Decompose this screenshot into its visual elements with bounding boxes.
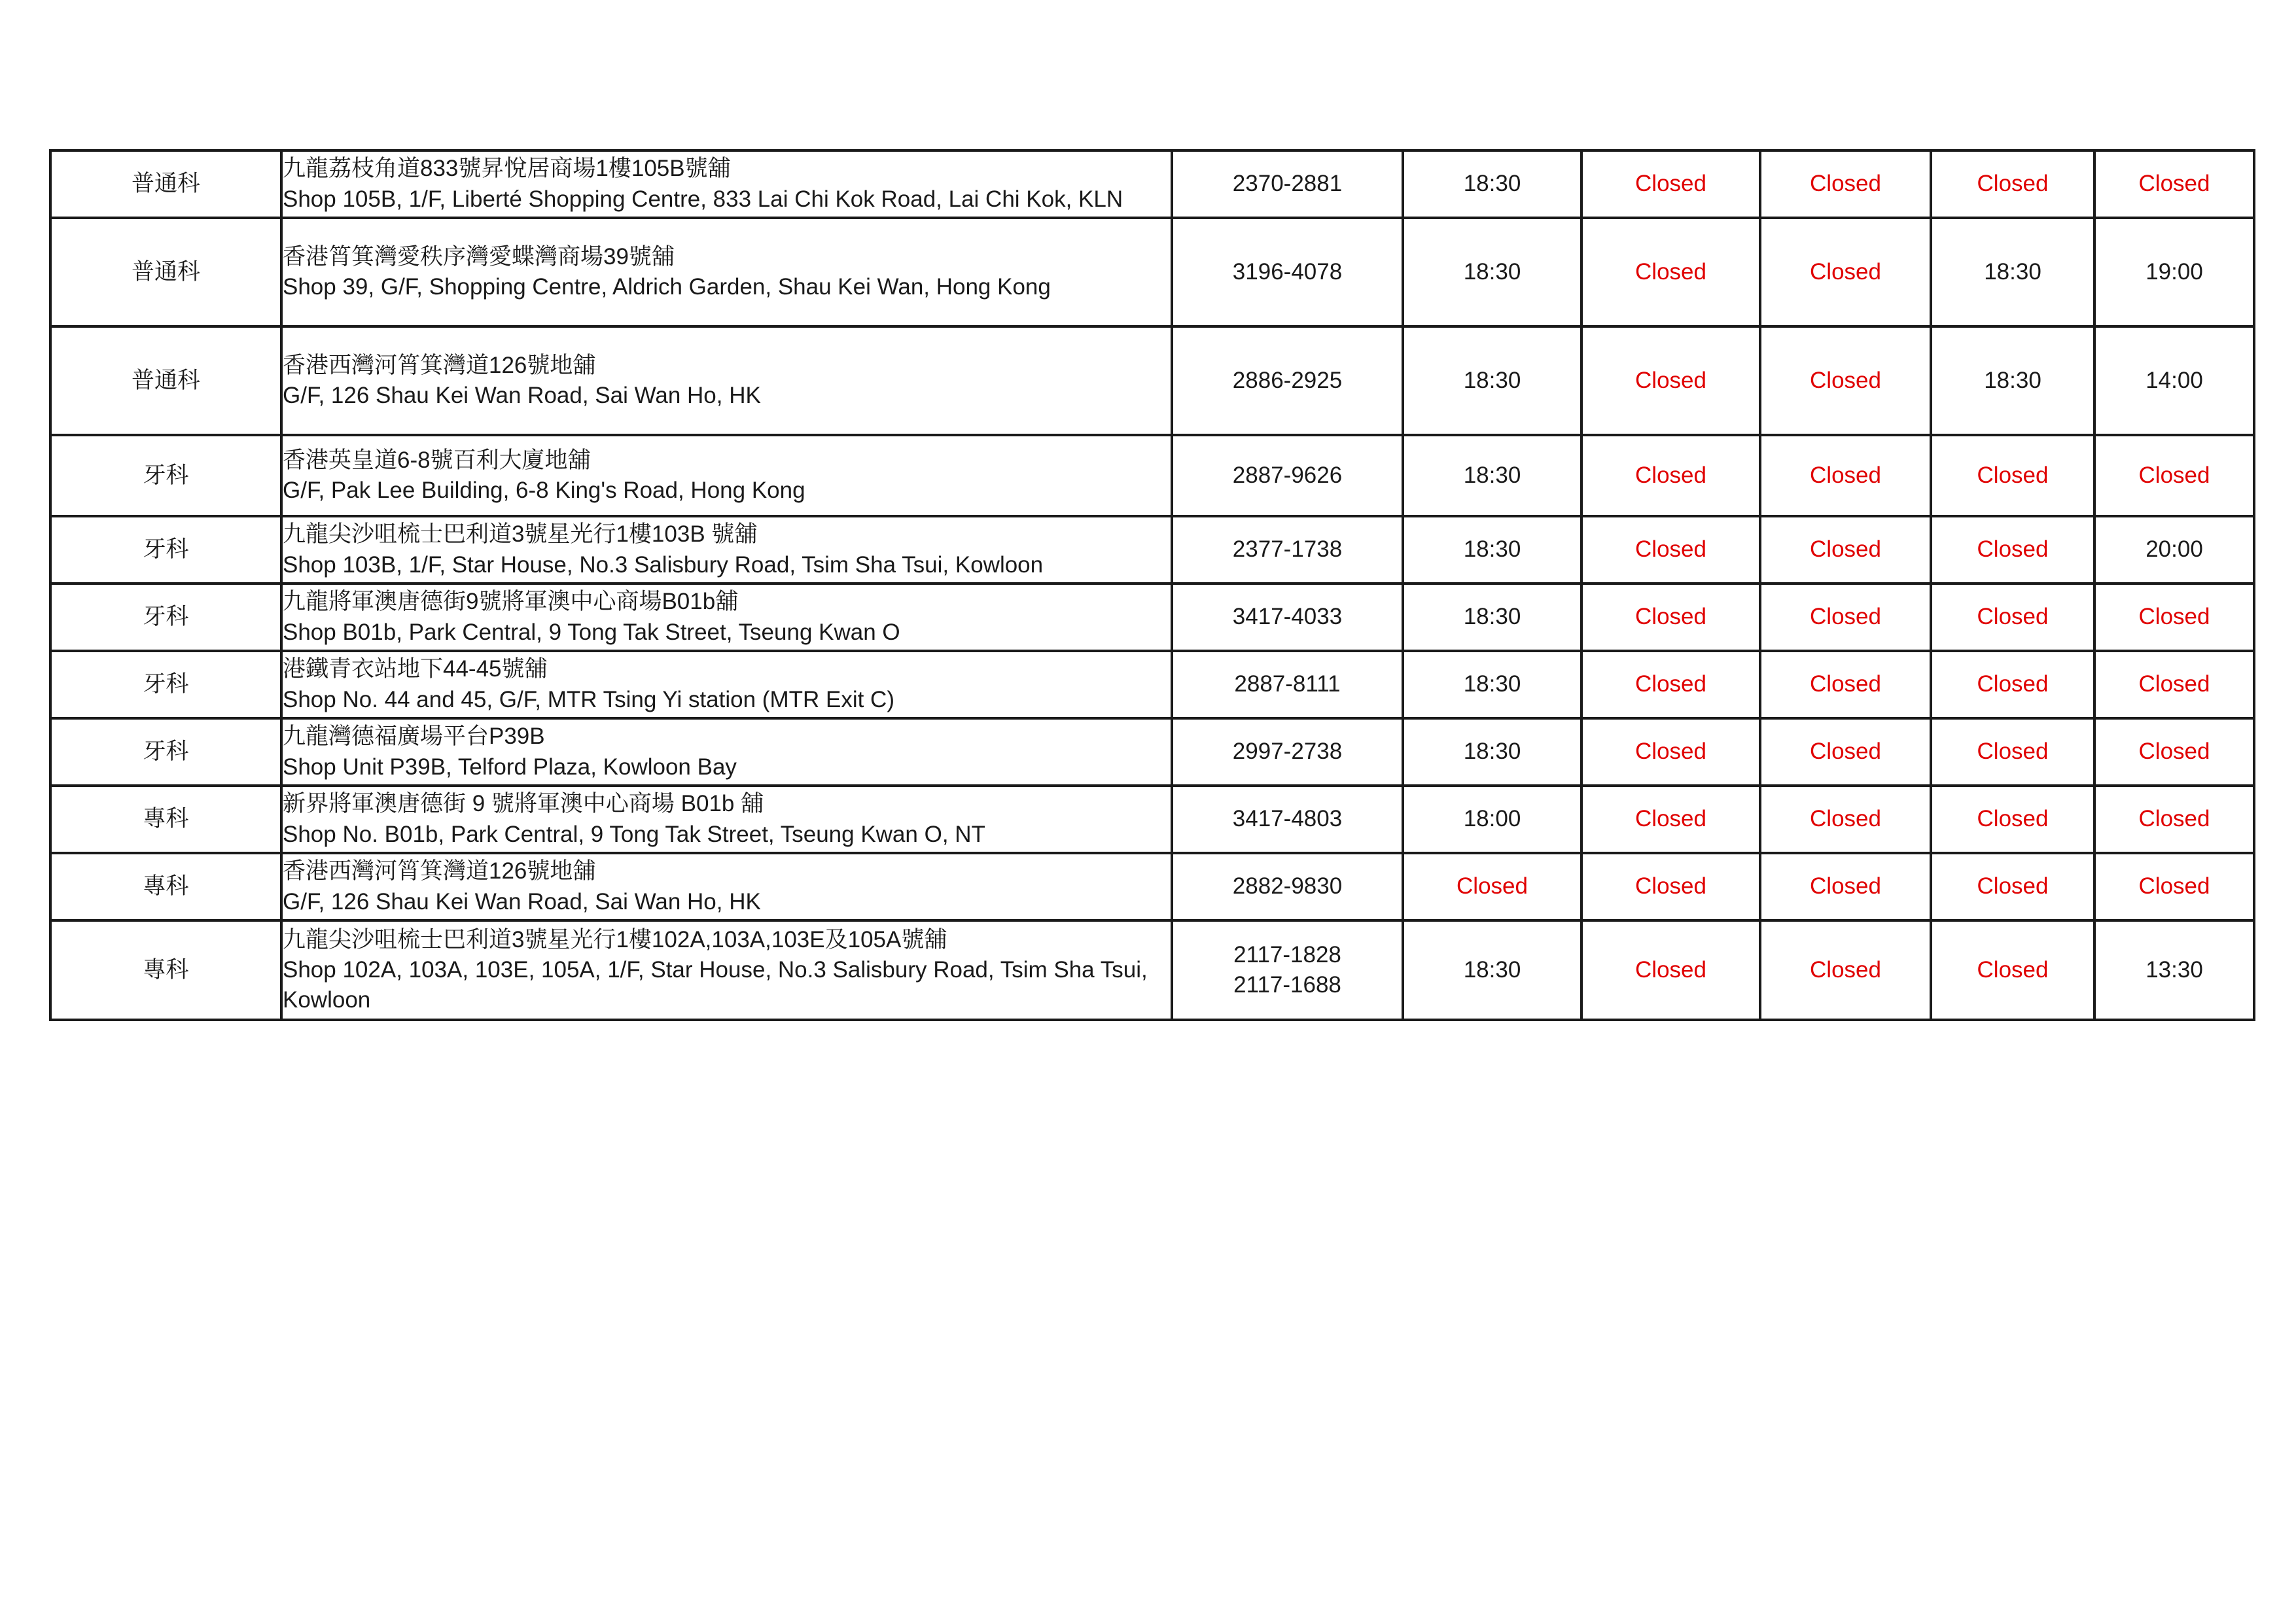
hours-cell: Closed [1403, 853, 1581, 920]
address-cell [281, 516, 1172, 584]
hours-cell: 18:00 [1403, 786, 1581, 853]
hours-cell: Closed [1931, 920, 2094, 1020]
hours-cell: Closed [1581, 326, 1760, 435]
category-cell: 普通科 [50, 326, 281, 435]
address-cell [281, 326, 1172, 435]
hours-cell: Closed [1760, 584, 1931, 651]
hours-cell: Closed [1760, 786, 1931, 853]
hours-cell: Closed [1581, 786, 1760, 853]
table-row [50, 218, 2254, 326]
category-cell: 專科 [50, 853, 281, 920]
hours-cell: Closed [1931, 584, 2094, 651]
phone-cell: 3417-4033 [1172, 584, 1403, 651]
hours-cell: 19:00 [2094, 218, 2254, 326]
hours-cell: 18:30 [1403, 516, 1581, 584]
category-cell: 牙科 [50, 718, 281, 786]
address-cell [281, 150, 1172, 218]
table-body [50, 150, 2254, 1020]
address-en: Shop Unit P39B, Telford Plaza, Kowloon Bay [283, 754, 737, 780]
table-row [50, 326, 2254, 435]
address-cell [281, 853, 1172, 920]
phone-cell: 2887-9626 [1172, 435, 1403, 516]
address-en: G/F, 126 Shau Kei Wan Road, Sai Wan Ho, HK [283, 888, 761, 915]
address-en: Shop 103B, 1/F, Star House, No.3 Salisbury Road, Tsim Sha Tsui, Kowloon [283, 551, 1044, 578]
category-cell: 牙科 [50, 584, 281, 651]
hours-cell: Closed [2094, 150, 2254, 218]
address-cell [281, 786, 1172, 853]
category-cell: 普通科 [50, 218, 281, 326]
phone-cell: 2886-2925 [1172, 326, 1403, 435]
hours-cell: Closed [2094, 651, 2254, 718]
address-en: G/F, 126 Shau Kei Wan Road, Sai Wan Ho, HK [283, 383, 761, 408]
address-cell [281, 584, 1172, 651]
phone-cell: 2882-9830 [1172, 853, 1403, 920]
hours-cell: Closed [1760, 218, 1931, 326]
phone-cell [1172, 920, 1403, 1020]
hours-cell: 18:30 [1403, 150, 1581, 218]
table-row [50, 584, 2254, 651]
hours-cell: Closed [1581, 218, 1760, 326]
hours-cell: Closed [1581, 718, 1760, 786]
hours-cell: 20:00 [2094, 516, 2254, 584]
table-row [50, 150, 2254, 218]
table-row [50, 786, 2254, 853]
phone-cell: 3196-4078 [1172, 218, 1403, 326]
address-cell [281, 920, 1172, 1020]
table-row [50, 435, 2254, 516]
phone-cell: 3417-4803 [1172, 786, 1403, 853]
clinic-hours-table [49, 149, 2255, 1021]
hours-cell: Closed [1760, 326, 1931, 435]
address-zh: 香港筲箕灣愛秩序灣愛蝶灣商場39號舖 [283, 243, 675, 270]
address-zh: 九龍尖沙咀梳士巴利道3號星光行1樓102A,103A,103E及105A號舖 [283, 926, 947, 952]
address-cell [281, 435, 1172, 516]
hours-cell: Closed [1581, 920, 1760, 1020]
hours-cell: 18:30 [1931, 326, 2094, 435]
hours-cell: Closed [1931, 651, 2094, 718]
phone-cell: 2997-2738 [1172, 718, 1403, 786]
table-row [50, 920, 2254, 1020]
address-zh: 九龍將軍澳唐德街9號將軍澳中心商場B01b舖 [283, 589, 739, 615]
hours-cell: Closed [1581, 516, 1760, 584]
hours-cell: Closed [2094, 584, 2254, 651]
table-row [50, 516, 2254, 584]
hours-cell: Closed [1760, 718, 1931, 786]
hours-cell: Closed [1931, 516, 2094, 584]
address-en: Shop 39, G/F, Shopping Centre, Aldrich Garden, Shau Kei Wan, Hong Kong [283, 274, 1051, 300]
address-zh: 港鐵青衣站地下44-45號舖 [283, 656, 548, 682]
hours-cell: Closed [1931, 853, 2094, 920]
table-row [50, 853, 2254, 920]
hours-cell: Closed [1931, 718, 2094, 786]
hours-cell: Closed [1931, 150, 2094, 218]
hours-cell: Closed [1760, 516, 1931, 584]
hours-cell: 14:00 [2094, 326, 2254, 435]
phone-cell: 2887-8111 [1172, 651, 1403, 718]
hours-cell: Closed [1760, 853, 1931, 920]
table-row [50, 718, 2254, 786]
address-cell [281, 218, 1172, 326]
hours-cell: 18:30 [1403, 920, 1581, 1020]
hours-cell: Closed [1760, 435, 1931, 516]
hours-cell: Closed [1581, 584, 1760, 651]
address-zh: 香港西灣河筲箕灣道126號地舖 [283, 352, 596, 378]
phone-number: 2117-1828 [1233, 941, 1341, 968]
category-cell: 專科 [50, 786, 281, 853]
hours-cell: Closed [2094, 435, 2254, 516]
address-en: G/F, Pak Lee Building, 6-8 King's Road, Hong Kong [283, 478, 805, 503]
hours-cell: 18:30 [1403, 718, 1581, 786]
hours-cell: Closed [1931, 435, 2094, 516]
hours-cell: Closed [1931, 786, 2094, 853]
hours-cell: 18:30 [1403, 435, 1581, 516]
phone-cell: 2370-2881 [1172, 150, 1403, 218]
hours-cell: Closed [2094, 786, 2254, 853]
category-cell: 牙科 [50, 435, 281, 516]
hours-cell: Closed [2094, 853, 2254, 920]
address-cell [281, 718, 1172, 786]
hours-cell: Closed [1581, 853, 1760, 920]
category-cell: 普通科 [50, 150, 281, 218]
hours-cell: 18:30 [1403, 218, 1581, 326]
address-en: Shop No. B01b, Park Central, 9 Tong Tak Street, Tseung Kwan O, NT [283, 821, 985, 847]
hours-cell: Closed [1581, 435, 1760, 516]
category-cell: 專科 [50, 920, 281, 1020]
hours-cell: Closed [1760, 651, 1931, 718]
hours-cell: 18:30 [1403, 651, 1581, 718]
hours-cell: Closed [2094, 718, 2254, 786]
phone-cell: 2377-1738 [1172, 516, 1403, 584]
address-zh: 九龍荔枝角道833號昇悅居商場1樓105B號舖 [283, 156, 731, 182]
address-en: Shop 105B, 1/F, Liberté Shopping Centre, 833 Lai Chi Kok Road, Lai Chi Kok, KLN [283, 186, 1123, 212]
address-zh: 九龍尖沙咀梳士巴利道3號星光行1樓103B 號舖 [283, 521, 758, 548]
phone-number: 2117-1688 [1233, 972, 1341, 998]
address-zh: 新界將軍澳唐德街 9 號將軍澳中心商場 B01b 舖 [283, 791, 764, 817]
hours-cell: 18:30 [1403, 326, 1581, 435]
hours-cell: Closed [1760, 150, 1931, 218]
table-row [50, 651, 2254, 718]
address-en: Shop 102A, 103A, 103E, 105A, 1/F, Star House, No.3 Salisbury Road, Tsim Sha Tsui, Kowloon [283, 956, 1148, 1013]
address-en: Shop No. 44 and 45, G/F, MTR Tsing Yi station (MTR Exit C) [283, 686, 894, 712]
hours-cell: Closed [1581, 150, 1760, 218]
address-zh: 香港西灣河筲箕灣道126號地舖 [283, 858, 596, 884]
address-cell [281, 651, 1172, 718]
hours-cell: 18:30 [1931, 218, 2094, 326]
address-en: Shop B01b, Park Central, 9 Tong Tak Street, Tseung Kwan O [283, 619, 900, 645]
hours-cell: Closed [1760, 920, 1931, 1020]
address-zh: 香港英皇道6-8號百利大廈地舖 [283, 447, 591, 473]
address-zh: 九龍灣德福廣場平台P39B [283, 724, 545, 750]
hours-cell: 13:30 [2094, 920, 2254, 1020]
hours-cell: 18:30 [1403, 584, 1581, 651]
category-cell: 牙科 [50, 651, 281, 718]
category-cell: 牙科 [50, 516, 281, 584]
hours-cell: Closed [1581, 651, 1760, 718]
